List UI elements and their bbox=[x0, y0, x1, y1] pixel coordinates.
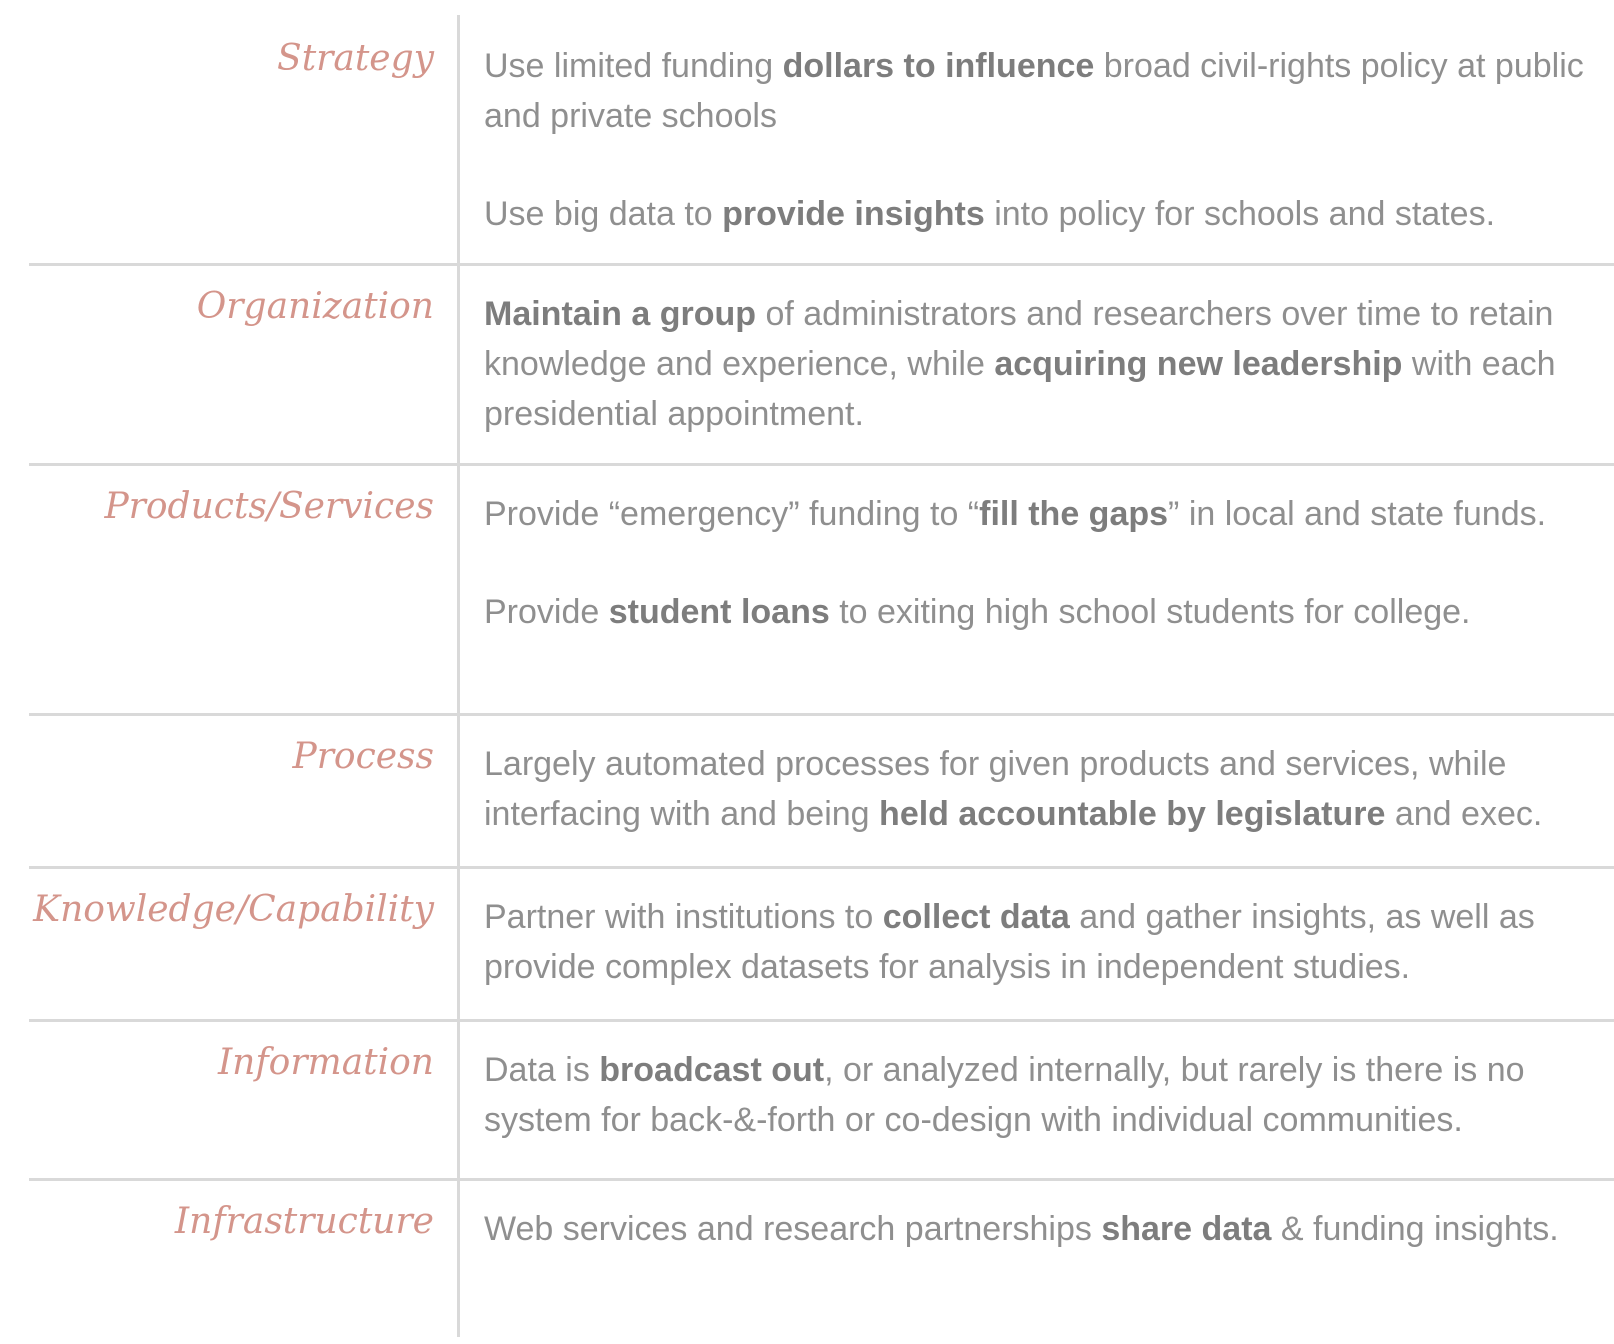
row-label: Infrastructure bbox=[174, 1201, 434, 1242]
row-description bbox=[484, 1045, 1604, 1145]
emphasis-text: Maintain a group bbox=[484, 295, 756, 333]
row-separator bbox=[29, 1019, 1614, 1022]
row-separator bbox=[29, 463, 1614, 466]
row-label: Organization bbox=[196, 286, 434, 327]
description-paragraph bbox=[484, 587, 1604, 637]
description-paragraph bbox=[484, 489, 1604, 539]
body-text: and gather insights, as well as provide complex datasets for analysis in independent studies. bbox=[484, 898, 1535, 986]
body-text: , or analyzed internally, but rarely is there is no system for back-&-forth or co-design with individual communities. bbox=[484, 1051, 1525, 1139]
body-text: Data is bbox=[484, 1051, 600, 1089]
body-text: into policy for schools and states. bbox=[984, 195, 1496, 233]
description-paragraph bbox=[484, 892, 1604, 992]
row-label: Strategy bbox=[277, 38, 434, 79]
row-separator bbox=[29, 1178, 1614, 1181]
body-text: Largely automated processes for given products and services, while interfacing with and being bbox=[484, 745, 1507, 833]
body-text: and exec. bbox=[1385, 795, 1543, 833]
body-text: Provide “emergency” funding to “ bbox=[484, 495, 980, 533]
body-text: to exiting high school students for college. bbox=[829, 593, 1471, 631]
body-text: & funding insights. bbox=[1271, 1210, 1559, 1248]
row-description bbox=[484, 489, 1604, 637]
row-label: Products/Services bbox=[104, 486, 434, 527]
description-paragraph bbox=[484, 189, 1604, 239]
row-label: Knowledge/Capability bbox=[33, 889, 434, 930]
description-paragraph bbox=[484, 1045, 1604, 1145]
emphasis-text: fill the gaps bbox=[979, 495, 1169, 533]
description-paragraph bbox=[484, 41, 1604, 141]
body-text: Use big data to bbox=[484, 195, 723, 233]
body-text: Web services and research partnerships bbox=[484, 1210, 1102, 1248]
emphasis-text: collect data bbox=[882, 898, 1070, 936]
emphasis-text: acquiring new leadership bbox=[994, 345, 1403, 383]
emphasis-text: dollars to influence bbox=[782, 47, 1095, 85]
column-divider bbox=[457, 15, 460, 1337]
body-text: Partner with institutions to bbox=[484, 898, 883, 936]
emphasis-text: broadcast out bbox=[599, 1051, 825, 1089]
emphasis-text: student loans bbox=[608, 593, 830, 631]
row-separator bbox=[29, 713, 1614, 716]
row-separator bbox=[29, 263, 1614, 266]
body-text: Use limited funding bbox=[484, 47, 783, 85]
emphasis-text: share data bbox=[1101, 1210, 1272, 1248]
row-label: Information bbox=[217, 1042, 434, 1083]
row-description bbox=[484, 1204, 1604, 1254]
emphasis-text: held accountable by legislature bbox=[879, 795, 1386, 833]
body-text: ” in local and state funds. bbox=[1168, 495, 1547, 533]
description-paragraph bbox=[484, 289, 1604, 439]
row-description bbox=[484, 892, 1604, 992]
description-paragraph bbox=[484, 739, 1604, 839]
row-separator bbox=[29, 866, 1614, 869]
row-description bbox=[484, 289, 1604, 439]
emphasis-text: provide insights bbox=[722, 195, 985, 233]
body-text: broad civil-rights policy at public and private schools bbox=[484, 47, 1584, 135]
description-paragraph bbox=[484, 1204, 1604, 1254]
row-label: Process bbox=[292, 736, 434, 777]
row-description bbox=[484, 739, 1604, 839]
row-description bbox=[484, 41, 1604, 239]
body-text: with each presidential appointment. bbox=[484, 345, 1556, 433]
body-text: Provide bbox=[484, 593, 609, 631]
body-text: of administrators and researchers over time to retain knowledge and experience, while bbox=[484, 295, 1554, 383]
